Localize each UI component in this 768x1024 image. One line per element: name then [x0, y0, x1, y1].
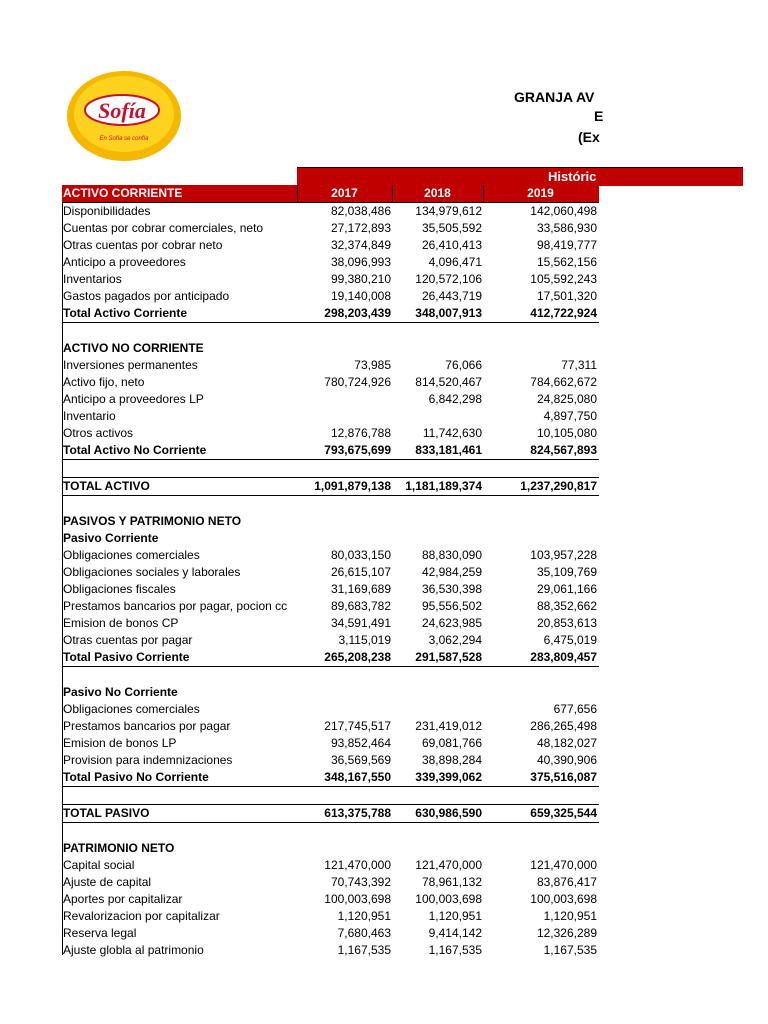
row-label: Activo fijo, neto	[63, 375, 145, 389]
row-value-2018: 26,443,719	[421, 289, 482, 303]
row-value-2019: 24,825,080	[536, 392, 597, 406]
blank-row	[62, 323, 599, 340]
table-row	[62, 684, 599, 701]
row-value-2019: 1,120,951	[543, 909, 597, 923]
table-row	[62, 735, 599, 752]
row-value-2019: 6,475,019	[543, 633, 597, 647]
row-value-2018: 100,003,698	[415, 892, 482, 906]
row-value-2019: 103,957,228	[530, 548, 597, 562]
row-value-2019: 824,567,893	[530, 443, 597, 457]
row-label: Otras cuentas por pagar	[63, 633, 193, 647]
row-value-2018: 35,505,592	[421, 221, 482, 235]
row-value-2018	[393, 684, 482, 701]
table-row	[62, 271, 599, 288]
row-value-2018: 231,419,012	[415, 719, 482, 733]
row-value-2017: 1,167,535	[337, 943, 391, 957]
row-value-2019	[484, 530, 597, 547]
row-value-2017: 613,375,788	[324, 806, 391, 820]
header-year-2017: 2017	[331, 186, 358, 200]
row-label: Aportes por capitalizar	[63, 892, 183, 906]
row-value-2018: 11,742,630	[422, 426, 482, 440]
row-value-2018: 1,120,951	[428, 909, 482, 923]
row-value-2017: 298,203,439	[324, 306, 391, 320]
row-value-2018: 134,979,612	[415, 204, 482, 218]
row-value-2018: 88,830,090	[421, 548, 482, 562]
table-row	[62, 581, 599, 598]
row-value-2017	[298, 530, 391, 547]
row-value-2019: 100,003,698	[530, 892, 597, 906]
blank-row	[62, 667, 599, 684]
row-value-2017: 89,683,782	[330, 599, 391, 613]
row-value-2019: 15,562,156	[536, 255, 597, 269]
row-value-2019: 10,105,080	[536, 426, 597, 440]
row-value-2017	[298, 684, 391, 701]
row-value-2019: 105,592,243	[530, 272, 597, 286]
row-value-2017: 80,033,150	[330, 548, 391, 562]
row-value-2017: 12,876,788	[330, 426, 391, 440]
row-value-2019: 20,853,613	[536, 616, 597, 630]
row-value-2019	[484, 340, 597, 357]
row-value-2017: 7,680,463	[337, 926, 391, 940]
row-value-2018: 6,842,298	[428, 392, 482, 406]
row-value-2017	[298, 340, 391, 357]
table-row	[62, 615, 599, 632]
row-label: Revalorizacion por capitalizar	[63, 909, 220, 923]
table-row	[62, 769, 599, 787]
row-value-2018: 76,066	[445, 358, 482, 372]
table-row	[62, 598, 599, 615]
row-label: Disponibilidades	[63, 204, 151, 218]
historic-label: Históric	[548, 169, 597, 184]
row-label: Total Pasivo Corriente	[63, 650, 190, 664]
row-label: Obligaciones sociales y laborales	[63, 565, 241, 579]
table-row	[62, 220, 599, 237]
row-value-2018: 1,167,535	[428, 943, 482, 957]
row-value-2017: 121,470,000	[324, 858, 391, 872]
table-row	[62, 857, 599, 874]
row-label: Obligaciones fiscales	[63, 582, 176, 596]
row-value-2019: 40,390,906	[536, 753, 597, 767]
row-label: Total Activo Corriente	[63, 306, 188, 320]
row-value-2017: 73,985	[354, 358, 391, 372]
table-row	[62, 425, 599, 442]
row-value-2017: 348,167,550	[324, 770, 391, 784]
row-label: Gastos pagados por anticipado	[63, 289, 230, 303]
row-value-2018: 120,572,106	[415, 272, 482, 286]
row-label: TOTAL PASIVO	[63, 806, 150, 820]
row-value-2019	[484, 684, 597, 701]
row-label: Capital social	[63, 858, 135, 872]
row-value-2018: 1,181,189,374	[405, 479, 482, 493]
row-value-2019: 29,061,166	[536, 582, 597, 596]
table-row	[62, 442, 599, 460]
sofia-logo	[66, 70, 182, 162]
logo-tagline: En Sofía se confía	[99, 136, 149, 142]
title-line-3: (Ex	[578, 129, 600, 145]
table-row	[62, 840, 599, 857]
row-value-2017: 27,172,893	[330, 221, 391, 235]
row-label: Provision para indemnizaciones	[63, 753, 233, 767]
row-value-2018: 38,898,284	[421, 753, 482, 767]
row-value-2017: 19,140,008	[330, 289, 391, 303]
table-row	[62, 203, 599, 220]
row-value-2017: 82,038,486	[330, 204, 391, 218]
table-row	[62, 374, 599, 391]
historic-header-bar	[297, 167, 743, 186]
table-row	[62, 513, 599, 530]
table-row	[62, 701, 599, 718]
table-row	[62, 357, 599, 374]
row-value-2017	[298, 701, 391, 718]
table-row	[62, 305, 599, 323]
row-value-2017: 34,591,491	[330, 616, 391, 630]
row-value-2019: 784,662,672	[530, 375, 597, 389]
row-value-2019	[484, 840, 597, 857]
blank-row	[62, 787, 599, 804]
table-row	[62, 925, 599, 942]
row-value-2019	[484, 513, 597, 530]
row-value-2018: 121,470,000	[415, 858, 482, 872]
row-value-2017	[298, 840, 391, 857]
table-row	[62, 564, 599, 581]
row-value-2017: 32,374,849	[330, 238, 391, 252]
row-value-2019: 375,516,087	[530, 770, 597, 784]
row-value-2018	[393, 340, 482, 357]
header-label: ACTIVO CORRIENTE	[63, 186, 183, 200]
row-value-2018	[393, 513, 482, 530]
table-row	[62, 804, 599, 823]
row-value-2019: 77,311	[561, 358, 597, 372]
row-value-2017: 3,115,019	[338, 633, 391, 647]
row-value-2019: 286,265,498	[530, 719, 597, 733]
row-label: TOTAL ACTIVO	[63, 479, 150, 493]
row-value-2017: 93,852,464	[330, 736, 391, 750]
row-label: Anticipo a proveedores LP	[63, 392, 204, 406]
table-row	[62, 632, 599, 649]
row-value-2017: 31,169,689	[330, 582, 391, 596]
row-value-2018	[393, 701, 482, 718]
row-value-2018	[393, 840, 482, 857]
header-year-2018: 2018	[424, 186, 451, 200]
row-value-2019: 88,352,662	[536, 599, 597, 613]
row-label: Reserva legal	[63, 926, 137, 940]
row-value-2018: 95,556,502	[421, 599, 482, 613]
row-value-2017: 265,208,238	[324, 650, 391, 664]
blank-row	[62, 460, 599, 477]
balance-sheet-table	[62, 185, 599, 959]
row-value-2018: 4,096,471	[428, 255, 482, 269]
row-value-2018: 348,007,913	[415, 306, 482, 320]
row-value-2018: 9,414,142	[428, 926, 482, 940]
table-row	[62, 254, 599, 271]
logo-brand: Sofía	[98, 98, 146, 123]
row-value-2019: 677,656	[553, 702, 597, 716]
row-label: Emision de bonos CP	[63, 616, 179, 630]
table-row	[62, 530, 599, 547]
row-value-2018: 24,623,985	[421, 616, 482, 630]
row-value-2018: 78,961,132	[421, 875, 482, 889]
row-value-2017: 38,096,993	[330, 255, 391, 269]
row-value-2018: 36,530,398	[421, 582, 482, 596]
row-value-2017: 26,615,107	[330, 565, 391, 579]
row-value-2018: 291,587,528	[415, 650, 482, 664]
row-label: Ajuste globla al patrimonio	[63, 943, 204, 957]
table-row	[62, 891, 599, 908]
row-value-2017	[298, 513, 391, 530]
row-value-2019: 17,501,320	[536, 289, 597, 303]
company-title: GRANJA AV	[514, 89, 595, 105]
row-label: Otras cuentas por cobrar neto	[63, 238, 223, 252]
row-label: Inventario	[63, 409, 116, 423]
table-row	[62, 237, 599, 254]
row-value-2017: 780,724,926	[324, 375, 391, 389]
row-value-2019: 1,167,535	[543, 943, 597, 957]
table-row	[62, 408, 599, 425]
row-label: PATRIMONIO NETO	[63, 841, 175, 855]
table-row	[62, 547, 599, 564]
row-value-2019: 121,470,000	[530, 858, 597, 872]
row-value-2017: 99,380,210	[330, 272, 391, 286]
row-label: Pasivo No Corriente	[63, 685, 178, 699]
row-label: Total Pasivo No Corriente	[63, 770, 209, 784]
table-row	[62, 649, 599, 667]
header-year-2019: 2019	[527, 186, 554, 200]
row-label: Inversiones permanentes	[63, 358, 198, 372]
row-value-2019: 412,722,924	[530, 306, 597, 320]
row-label: Ajuste de capital	[63, 875, 152, 889]
row-value-2019: 12,326,289	[536, 926, 597, 940]
table-row	[62, 391, 599, 408]
row-value-2017	[298, 408, 391, 425]
row-label: Pasivo Corriente	[63, 531, 159, 545]
row-value-2017: 1,120,951	[337, 909, 391, 923]
row-value-2019: 283,809,457	[530, 650, 597, 664]
row-value-2017: 36,569,569	[330, 753, 391, 767]
table-row	[62, 288, 599, 305]
row-label: Prestamos bancarios por pagar, pocion cc	[63, 599, 288, 613]
row-value-2019: 98,419,777	[536, 238, 597, 252]
row-value-2017: 1,091,879,138	[314, 479, 391, 493]
row-value-2018	[393, 408, 482, 425]
row-value-2018: 26,410,413	[421, 238, 482, 252]
row-value-2018: 69,081,766	[421, 736, 482, 750]
table-row	[62, 752, 599, 769]
blank-row	[62, 823, 599, 840]
row-label: ACTIVO NO CORRIENTE	[63, 341, 204, 355]
row-value-2017: 100,003,698	[324, 892, 391, 906]
row-value-2018: 42,984,259	[421, 565, 482, 579]
row-value-2017: 793,675,699	[324, 443, 391, 457]
row-value-2018: 3,062,294	[428, 633, 482, 647]
table-row	[62, 340, 599, 357]
table-row	[62, 718, 599, 735]
row-value-2019: 1,237,290,817	[520, 479, 597, 493]
table-row	[62, 908, 599, 925]
row-label: Prestamos bancarios por pagar	[63, 719, 231, 733]
row-label: Emision de bonos LP	[63, 736, 177, 750]
row-value-2017: 70,743,392	[330, 875, 391, 889]
title-line-2: E	[594, 108, 604, 124]
row-label: Obligaciones comerciales	[63, 702, 200, 716]
row-label: Otros activos	[63, 426, 134, 440]
row-label: Total Activo No Corriente	[63, 443, 207, 457]
row-value-2018: 814,520,467	[415, 375, 482, 389]
row-value-2019: 142,060,498	[530, 204, 597, 218]
table-header-row	[62, 185, 599, 203]
row-value-2019: 659,325,544	[530, 806, 597, 820]
row-label: PASIVOS Y PATRIMONIO NETO	[63, 514, 242, 528]
row-value-2017	[298, 391, 391, 408]
row-value-2019: 4,897,750	[543, 409, 597, 423]
row-value-2019: 48,182,027	[536, 736, 597, 750]
row-label: Inventarios	[63, 272, 122, 286]
row-label: Obligaciones comerciales	[63, 548, 200, 562]
row-value-2018: 833,181,461	[415, 443, 482, 457]
row-value-2017: 217,745,517	[324, 719, 391, 733]
table-row	[62, 477, 599, 496]
table-row	[62, 942, 599, 959]
row-value-2019: 35,109,769	[536, 565, 597, 579]
row-label: Anticipo a proveedores	[63, 255, 186, 269]
row-label: Cuentas por cobrar comerciales, neto	[63, 221, 264, 235]
table-row	[62, 874, 599, 891]
row-value-2019: 33,586,930	[536, 221, 597, 235]
row-value-2019: 83,876,417	[536, 875, 597, 889]
row-value-2018	[393, 530, 482, 547]
row-value-2018: 339,399,062	[415, 770, 482, 784]
row-value-2018: 630,986,590	[415, 806, 482, 820]
blank-row	[62, 496, 599, 513]
